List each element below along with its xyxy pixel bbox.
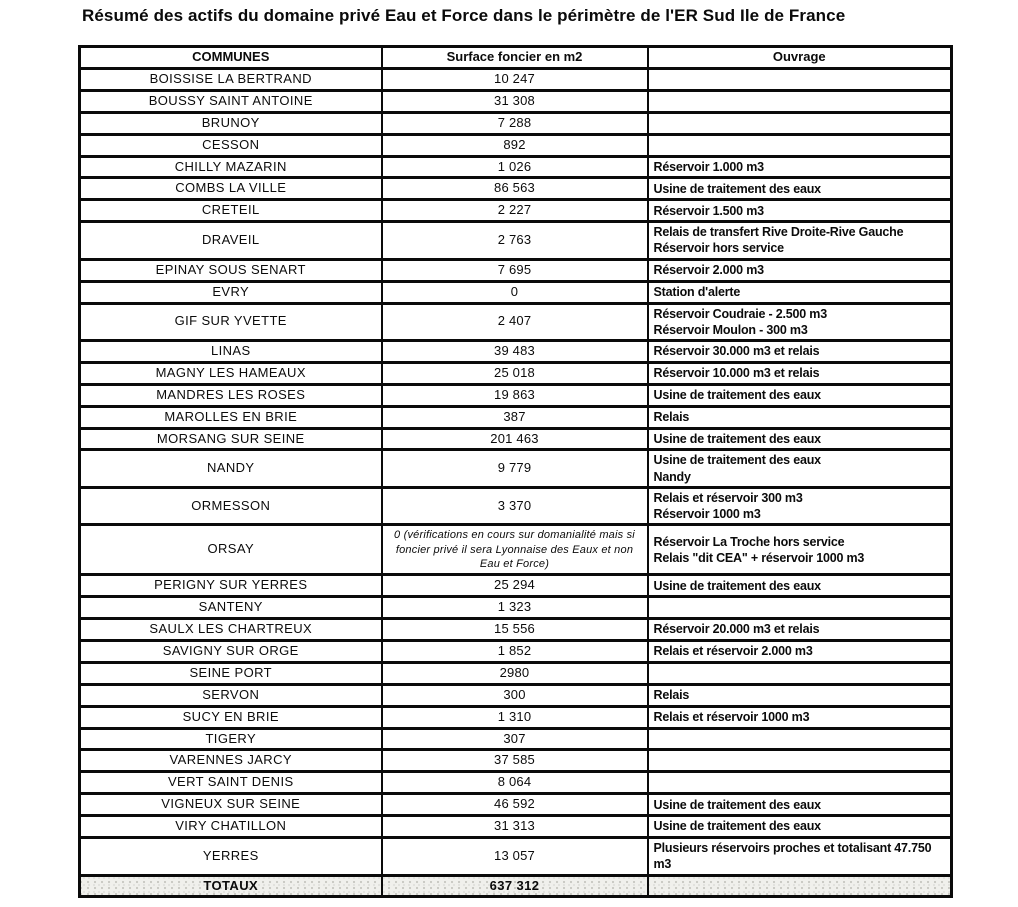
surface-cell: 1 852 bbox=[382, 641, 648, 663]
commune-cell: CESSON bbox=[80, 134, 382, 156]
table-row bbox=[80, 222, 952, 260]
commune-cell: ORMESSON bbox=[80, 487, 382, 525]
table-footer bbox=[80, 875, 952, 897]
surface-cell: 2 227 bbox=[382, 200, 648, 222]
ouvrage-cell bbox=[648, 112, 952, 134]
ouvrage-cell bbox=[648, 525, 952, 575]
commune-cell: VIRY CHATILLON bbox=[80, 816, 382, 838]
ouvrage-line: Nandy bbox=[653, 469, 691, 484]
ouvrage-cell bbox=[648, 816, 952, 838]
table-row bbox=[80, 281, 952, 303]
ouvrage-line: Réservoir hors service bbox=[653, 241, 784, 256]
surface-cell: 39 483 bbox=[382, 341, 648, 363]
ouvrage-cell bbox=[648, 619, 952, 641]
ouvrage-cell bbox=[648, 838, 952, 876]
commune-cell: BRUNOY bbox=[80, 112, 382, 134]
ouvrage-line: Usine de traitement des eaux bbox=[653, 431, 821, 446]
total-row bbox=[80, 875, 952, 897]
table-row bbox=[80, 525, 952, 575]
table-row bbox=[80, 728, 952, 750]
commune-cell: NANDY bbox=[80, 450, 382, 488]
ouvrage-cell bbox=[648, 684, 952, 706]
surface-cell: 25 294 bbox=[382, 575, 648, 597]
table-row bbox=[80, 303, 952, 341]
ouvrage-cell bbox=[648, 597, 952, 619]
table-row bbox=[80, 156, 952, 178]
ouvrage-cell bbox=[648, 303, 952, 341]
ouvrage-cell bbox=[648, 450, 952, 488]
total-surface-value: 637 312 bbox=[382, 875, 648, 897]
ouvrage-cell bbox=[648, 794, 952, 816]
ouvrage-cell bbox=[648, 156, 952, 178]
surface-cell: 1 026 bbox=[382, 156, 648, 178]
table-row bbox=[80, 750, 952, 772]
table-row bbox=[80, 487, 952, 525]
commune-cell: MANDRES LES ROSES bbox=[80, 384, 382, 406]
table-row bbox=[80, 450, 952, 488]
table-row bbox=[80, 816, 952, 838]
ouvrage-line: Réservoir 1.000 m3 bbox=[653, 159, 764, 174]
table-row bbox=[80, 641, 952, 663]
ouvrage-cell bbox=[648, 200, 952, 222]
commune-cell: DRAVEIL bbox=[80, 222, 382, 260]
table-row bbox=[80, 362, 952, 384]
table-row bbox=[80, 178, 952, 200]
table-row bbox=[80, 706, 952, 728]
surface-cell: 892 bbox=[382, 134, 648, 156]
ouvrage-line: Réservoir 1000 m3 bbox=[653, 507, 761, 522]
commune-cell: ORSAY bbox=[80, 525, 382, 575]
surface-cell: 19 863 bbox=[382, 384, 648, 406]
ouvrage-line: Usine de traitement des eaux bbox=[653, 797, 821, 812]
commune-cell: VARENNES JARCY bbox=[80, 750, 382, 772]
ouvrage-cell bbox=[648, 728, 952, 750]
assets-table bbox=[78, 45, 953, 898]
table-row bbox=[80, 341, 952, 363]
commune-cell: CHILLY MAZARIN bbox=[80, 156, 382, 178]
surface-cell: 1 323 bbox=[382, 597, 648, 619]
surface-cell: 31 308 bbox=[382, 90, 648, 112]
ouvrage-line: Relais et réservoir 300 m3 bbox=[653, 490, 803, 505]
commune-cell: MORSANG SUR SEINE bbox=[80, 428, 382, 450]
ouvrage-line: Relais bbox=[653, 688, 690, 703]
ouvrage-cell bbox=[648, 134, 952, 156]
commune-cell: SUCY EN BRIE bbox=[80, 706, 382, 728]
surface-cell: 1 310 bbox=[382, 706, 648, 728]
ouvrage-cell bbox=[648, 406, 952, 428]
surface-cell: 3 370 bbox=[382, 487, 648, 525]
table-row bbox=[80, 69, 952, 91]
surface-cell: 7 288 bbox=[382, 112, 648, 134]
ouvrage-line: Usine de traitement des eaux bbox=[653, 819, 821, 834]
ouvrage-cell bbox=[648, 222, 952, 260]
surface-cell: 46 592 bbox=[382, 794, 648, 816]
ouvrage-line: Station d'alerte bbox=[653, 284, 741, 299]
commune-cell: MAGNY LES HAMEAUX bbox=[80, 362, 382, 384]
ouvrage-line: Usine de traitement des eaux bbox=[653, 453, 821, 468]
ouvrage-cell bbox=[648, 69, 952, 91]
commune-cell: VIGNEUX SUR SEINE bbox=[80, 794, 382, 816]
total-label: TOTAUX bbox=[80, 875, 382, 897]
commune-cell: GIF SUR YVETTE bbox=[80, 303, 382, 341]
surface-cell: 7 695 bbox=[382, 259, 648, 281]
commune-cell: BOUSSY SAINT ANTOINE bbox=[80, 90, 382, 112]
document-page bbox=[0, 6, 1018, 907]
table-row bbox=[80, 575, 952, 597]
commune-cell: CRETEIL bbox=[80, 200, 382, 222]
table-row bbox=[80, 684, 952, 706]
commune-cell: YERRES bbox=[80, 838, 382, 876]
column-header-communes: COMMUNES bbox=[80, 47, 382, 69]
surface-cell: 10 247 bbox=[382, 69, 648, 91]
ouvrage-line: Réservoir 20.000 m3 et relais bbox=[653, 622, 820, 637]
surface-cell: 2 763 bbox=[382, 222, 648, 260]
ouvrage-cell bbox=[648, 428, 952, 450]
commune-cell: EPINAY SOUS SENART bbox=[80, 259, 382, 281]
surface-cell: 15 556 bbox=[382, 619, 648, 641]
commune-cell: BOISSISE LA BERTRAND bbox=[80, 69, 382, 91]
ouvrage-cell bbox=[648, 750, 952, 772]
surface-cell: 37 585 bbox=[382, 750, 648, 772]
ouvrage-line: Relais et réservoir 1000 m3 bbox=[653, 710, 810, 725]
ouvrage-cell bbox=[648, 259, 952, 281]
page-title: Résumé des actifs du domaine privé Eau et Force dans le périmètre de l'ER Sud Ile de France bbox=[82, 6, 846, 25]
commune-cell: VERT SAINT DENIS bbox=[80, 772, 382, 794]
ouvrage-cell bbox=[648, 662, 952, 684]
commune-cell: MAROLLES EN BRIE bbox=[80, 406, 382, 428]
ouvrage-line: Usine de traitement des eaux bbox=[653, 388, 821, 403]
surface-cell: 0 (vérifications en cours sur domanialité mais si foncier privé il sera Lyonnaise des Eaux et non Eau et Force) bbox=[382, 525, 648, 575]
surface-cell: 86 563 bbox=[382, 178, 648, 200]
table-row bbox=[80, 838, 952, 876]
table-row bbox=[80, 90, 952, 112]
table-row bbox=[80, 619, 952, 641]
ouvrage-cell bbox=[648, 178, 952, 200]
ouvrage-cell bbox=[648, 487, 952, 525]
ouvrage-line: Usine de traitement des eaux bbox=[653, 578, 821, 593]
commune-cell: SANTENY bbox=[80, 597, 382, 619]
table-row bbox=[80, 200, 952, 222]
commune-cell: LINAS bbox=[80, 341, 382, 363]
ouvrage-line: Réservoir Coudraie - 2.500 m3 bbox=[653, 306, 827, 321]
ouvrage-line: Réservoir 10.000 m3 et relais bbox=[653, 366, 820, 381]
surface-cell: 2980 bbox=[382, 662, 648, 684]
table-row bbox=[80, 384, 952, 406]
table-row bbox=[80, 662, 952, 684]
table-row bbox=[80, 406, 952, 428]
table-body bbox=[80, 69, 952, 876]
commune-cell: SAVIGNY SUR ORGE bbox=[80, 641, 382, 663]
column-header-surface: Surface foncier en m2 bbox=[382, 47, 648, 69]
table-row bbox=[80, 428, 952, 450]
surface-cell: 25 018 bbox=[382, 362, 648, 384]
surface-cell: 300 bbox=[382, 684, 648, 706]
ouvrage-line: Relais "dit CEA" + réservoir 1000 m3 bbox=[653, 550, 865, 565]
table-row bbox=[80, 259, 952, 281]
commune-cell: COMBS LA VILLE bbox=[80, 178, 382, 200]
ouvrage-cell bbox=[648, 90, 952, 112]
ouvrage-cell bbox=[648, 575, 952, 597]
commune-cell: SAULX LES CHARTREUX bbox=[80, 619, 382, 641]
ouvrage-line: Relais bbox=[653, 410, 690, 424]
total-ouvrage-cell bbox=[648, 875, 952, 897]
table-row bbox=[80, 597, 952, 619]
table-row bbox=[80, 134, 952, 156]
surface-cell: 201 463 bbox=[382, 428, 648, 450]
surface-cell: 8 064 bbox=[382, 772, 648, 794]
surface-cell: 31 313 bbox=[382, 816, 648, 838]
table-row bbox=[80, 794, 952, 816]
ouvrage-line: Réservoir La Troche hors service bbox=[653, 534, 845, 549]
surface-cell: 307 bbox=[382, 728, 648, 750]
ouvrage-cell bbox=[648, 362, 952, 384]
surface-cell: 0 bbox=[382, 281, 648, 303]
commune-cell: SERVON bbox=[80, 684, 382, 706]
commune-cell: EVRY bbox=[80, 281, 382, 303]
ouvrage-cell bbox=[648, 281, 952, 303]
commune-cell: TIGERY bbox=[80, 728, 382, 750]
ouvrage-line: Relais et réservoir 2.000 m3 bbox=[653, 644, 813, 659]
surface-cell: 9 779 bbox=[382, 450, 648, 488]
ouvrage-cell bbox=[648, 341, 952, 363]
surface-cell: 13 057 bbox=[382, 838, 648, 876]
ouvrage-cell bbox=[648, 384, 952, 406]
ouvrage-cell bbox=[648, 772, 952, 794]
table-row bbox=[80, 112, 952, 134]
ouvrage-line: Usine de traitement des eaux bbox=[653, 181, 821, 196]
ouvrage-cell bbox=[648, 641, 952, 663]
commune-cell: PERIGNY SUR YERRES bbox=[80, 575, 382, 597]
ouvrage-line: Réservoir 2.000 m3 bbox=[653, 263, 764, 278]
ouvrage-line: Réservoir Moulon - 300 m3 bbox=[653, 322, 808, 337]
surface-cell: 387 bbox=[382, 406, 648, 428]
commune-cell: SEINE PORT bbox=[80, 662, 382, 684]
column-header-ouvrage: Ouvrage bbox=[648, 47, 952, 69]
surface-cell: 2 407 bbox=[382, 303, 648, 341]
ouvrage-line: Relais de transfert Rive Droite-Rive Gauche bbox=[653, 225, 904, 240]
ouvrage-line: Réservoir 1.500 m3 bbox=[653, 203, 764, 218]
ouvrage-line: Plusieurs réservoirs proches et totalisant 47.750 m3 bbox=[653, 841, 932, 872]
table-row bbox=[80, 772, 952, 794]
ouvrage-cell bbox=[648, 706, 952, 728]
table-header-row bbox=[80, 47, 952, 69]
ouvrage-line: Réservoir 30.000 m3 et relais bbox=[653, 344, 820, 359]
